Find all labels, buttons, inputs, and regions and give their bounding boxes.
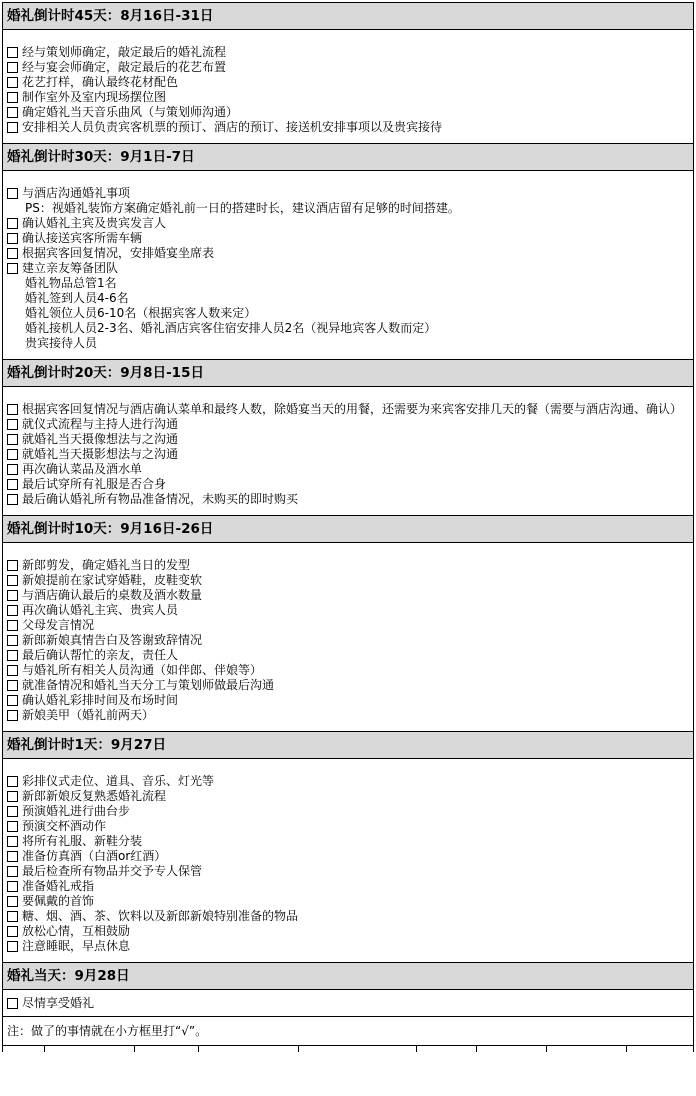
section-body: [3, 990, 693, 1017]
item-text: 根据宾客回复情况与酒店确认菜单和最终人数，除婚宴当天的用餐，还需要为来宾客安排几天的餐（需要与酒店沟通、确认）: [22, 402, 683, 416]
checkbox[interactable]: [7, 47, 18, 58]
item-text: 再次确认菜品及酒水单: [22, 462, 143, 476]
checkbox[interactable]: [7, 650, 18, 661]
checklist-item[interactable]: [7, 231, 693, 246]
checkbox[interactable]: [7, 851, 18, 862]
checkbox[interactable]: [7, 77, 18, 88]
checkbox[interactable]: [7, 695, 18, 706]
checklist-item[interactable]: [7, 939, 693, 954]
section-body: [3, 30, 693, 144]
checklist-item[interactable]: [7, 105, 693, 120]
checklist-item[interactable]: [7, 618, 693, 633]
checklist-item[interactable]: [7, 246, 693, 261]
checklist-item[interactable]: [7, 864, 693, 879]
item-text: 确认婚礼彩排时间及布场时间: [22, 693, 179, 707]
checklist-item[interactable]: [7, 819, 693, 834]
checklist-item[interactable]: [7, 804, 693, 819]
checklist-item[interactable]: [7, 477, 693, 492]
checkbox[interactable]: [7, 248, 18, 259]
checkbox[interactable]: [7, 122, 18, 133]
checklist-item[interactable]: [7, 708, 693, 723]
checkbox[interactable]: [7, 605, 18, 616]
section-title: 婚礼倒计时10天：9月16日-26日: [3, 516, 693, 543]
checkbox[interactable]: [7, 590, 18, 601]
item-text: 糖、烟、酒、茶、饮料以及新郎新娘特别准备的物品: [22, 909, 299, 923]
item-text: 新娘美甲（婚礼前两天）: [22, 708, 155, 722]
checklist-item[interactable]: [7, 834, 693, 849]
item-text: 再次确认婚礼主宾、贵宾人员: [22, 603, 179, 617]
checkbox[interactable]: [7, 560, 18, 571]
checklist-item[interactable]: [7, 447, 693, 462]
checklist-item[interactable]: [7, 432, 693, 447]
checkbox[interactable]: [7, 881, 18, 892]
section-45-days: [3, 3, 693, 144]
item-text: 最后试穿所有礼服是否合身: [22, 477, 167, 491]
checklist-item[interactable]: [7, 75, 693, 90]
section-title: 婚礼倒计时1天：9月27日: [3, 732, 693, 759]
checklist-item[interactable]: [7, 663, 693, 678]
checkbox[interactable]: [7, 911, 18, 922]
checklist-item[interactable]: [7, 849, 693, 864]
checkbox[interactable]: [7, 62, 18, 73]
checklist-item[interactable]: [7, 462, 693, 477]
spreadsheet-grid-row: [3, 1046, 693, 1052]
checkbox[interactable]: [7, 836, 18, 847]
checklist-item[interactable]: [7, 894, 693, 909]
checklist-item[interactable]: [7, 648, 693, 663]
checklist-item[interactable]: [7, 633, 693, 648]
checkbox[interactable]: [7, 263, 18, 274]
item-text: 就婚礼当天摄像想法与之沟通: [22, 432, 179, 446]
item-text: 安排相关人员负责宾客机票的预订、酒店的预订、接送机安排事项以及贵宾接待: [22, 120, 443, 134]
checkbox[interactable]: [7, 680, 18, 691]
grid-cell: [199, 1046, 299, 1052]
item-text: 准备仿真酒（白酒or红酒）: [22, 849, 167, 863]
item-text: 与酒店沟通婚礼事项: [22, 186, 131, 200]
item-text: 根据宾客回复情况，安排婚宴坐席表: [22, 246, 215, 260]
item-text: 新郎剪发，确定婚礼当日的发型: [22, 558, 191, 572]
checkbox[interactable]: [7, 575, 18, 586]
item-text: 父母发言情况: [22, 618, 95, 632]
checklist-item[interactable]: [7, 417, 693, 432]
checklist-item[interactable]: [7, 216, 693, 231]
section-title: 婚礼倒计时45天：8月16日-31日: [3, 3, 693, 30]
item-text: 与婚礼所有相关人员沟通（如伴郎、伴娘等）: [22, 663, 263, 677]
checkbox[interactable]: [7, 926, 18, 937]
checkbox[interactable]: [7, 806, 18, 817]
item-text: 新郎新娘真情告白及答谢致辞情况: [22, 633, 203, 647]
checkbox[interactable]: [7, 941, 18, 952]
item-text: 就准备情况和婚礼当天分工与策划师做最后沟通: [22, 678, 275, 692]
item-text: 就婚礼当天摄影想法与之沟通: [22, 447, 179, 461]
checklist-item[interactable]: [7, 573, 693, 588]
checklist-item[interactable]: [7, 789, 693, 804]
item-text: 要佩戴的首饰: [22, 894, 95, 908]
checklist-item[interactable]: [7, 60, 693, 75]
checkbox[interactable]: [7, 866, 18, 877]
checklist-item[interactable]: [7, 186, 693, 201]
checklist-item[interactable]: [7, 879, 693, 894]
checklist-item[interactable]: [7, 45, 693, 60]
grid-cell: [299, 1046, 417, 1052]
item-text: 经与策划师确定，敲定最后的婚礼流程: [22, 45, 227, 59]
checklist-item[interactable]: [7, 402, 693, 417]
checklist-item[interactable]: [7, 603, 693, 618]
checklist-item[interactable]: [7, 774, 693, 789]
item-text: 确定婚礼当天音乐曲风（与策划师沟通）: [22, 105, 239, 119]
checkbox[interactable]: [7, 896, 18, 907]
checkbox[interactable]: [7, 620, 18, 631]
item-text: 确认婚礼主宾及贵宾发言人: [22, 216, 167, 230]
grid-cell: [477, 1046, 547, 1052]
ps-note: PS：视婚礼装饰方案确定婚礼前一日的搭建时长，建议酒店留有足够的时间搭建。: [25, 201, 460, 215]
item-text: 确认接送宾客所需车辆: [22, 231, 143, 245]
section-title: 婚礼倒计时30天：9月1日-7日: [3, 144, 693, 171]
section-1-day: [3, 732, 693, 963]
item-text: 制作室外及室内现场摆位图: [22, 90, 167, 104]
checkbox[interactable]: [7, 419, 18, 430]
checklist-item[interactable]: [7, 693, 693, 708]
checklist-item[interactable]: [7, 558, 693, 573]
section-title: 婚礼当天：9月28日: [3, 963, 693, 990]
checkbox[interactable]: [7, 92, 18, 103]
item-text: 最后检查所有物品并交予专人保管: [22, 864, 203, 878]
checkbox[interactable]: [7, 464, 18, 475]
team-role: 婚礼物品总管1名: [25, 276, 117, 290]
checkbox[interactable]: [7, 776, 18, 787]
checkbox[interactable]: [7, 434, 18, 445]
checklist-item[interactable]: [7, 120, 693, 135]
checkbox[interactable]: [7, 107, 18, 118]
grid-cell: [3, 1046, 45, 1052]
checkbox[interactable]: [7, 218, 18, 229]
wedding-checklist-sheet: [2, 2, 694, 1052]
checkbox[interactable]: [7, 998, 18, 1009]
checklist-item[interactable]: [7, 678, 693, 693]
section-title: 婚礼倒计时20天：9月8日-15日: [3, 360, 693, 387]
footer-note: 注：做了的事情就在小方框里打“√”。: [3, 1017, 693, 1046]
item-text: 就仪式流程与主持人进行沟通: [22, 417, 179, 431]
checkbox[interactable]: [7, 494, 18, 505]
section-10-days: [3, 516, 693, 732]
section-wedding-day: [3, 963, 693, 1017]
item-text: 预演交杯酒动作: [22, 819, 107, 833]
item-text: 最后确认帮忙的亲友，责任人: [22, 648, 179, 662]
checklist-item[interactable]: [7, 588, 693, 603]
team-role: 婚礼领位人员6-10名（根据宾客人数来定）: [25, 306, 257, 320]
item-text: 尽情享受婚礼: [22, 996, 95, 1010]
checkbox[interactable]: [7, 635, 18, 646]
section-20-days: [3, 360, 693, 516]
checklist-item[interactable]: [7, 996, 693, 1011]
item-text: 与酒店确认最后的桌数及酒水数量: [22, 588, 203, 602]
section-body: [3, 759, 693, 963]
checkbox[interactable]: [7, 791, 18, 802]
team-role: 婚礼签到人员4-6名: [25, 291, 129, 305]
checklist-item[interactable]: [7, 924, 693, 939]
grid-cell: [417, 1046, 477, 1052]
team-role: 贵宾接待人员: [25, 336, 98, 350]
checkbox[interactable]: [7, 188, 18, 199]
item-text: 预演婚礼进行曲台步: [22, 804, 131, 818]
team-role: 婚礼接机人员2-3名、婚礼酒店宾客住宿安排人员2名（视异地宾客人数而定）: [25, 321, 437, 335]
checkbox[interactable]: [7, 821, 18, 832]
item-text: 新娘提前在家试穿婚鞋，皮鞋变软: [22, 573, 203, 587]
checklist-item[interactable]: [7, 492, 693, 507]
section-body: [3, 543, 693, 732]
item-text: 最后确认婚礼所有物品准备情况，未购买的即时购买: [22, 492, 299, 506]
item-text: 经与宴会师确定，敲定最后的花艺布置: [22, 60, 227, 74]
checkbox[interactable]: [7, 479, 18, 490]
item-text: 放松心情，互相鼓励: [22, 924, 131, 938]
section-body: [3, 171, 693, 360]
grid-cell: [45, 1046, 135, 1052]
item-text: 注意睡眠，早点休息: [22, 939, 131, 953]
item-text: 准备婚礼戒指: [22, 879, 95, 893]
section-body: [3, 387, 693, 516]
checklist-item[interactable]: [7, 261, 693, 276]
section-30-days: [3, 144, 693, 360]
item-text: 花艺打样，确认最终花材配色: [22, 75, 179, 89]
checkbox[interactable]: [7, 233, 18, 244]
checkbox[interactable]: [7, 449, 18, 460]
item-text: 将所有礼服、新鞋分装: [22, 834, 143, 848]
item-text: 新郎新娘反复熟悉婚礼流程: [22, 789, 167, 803]
checkbox[interactable]: [7, 710, 18, 721]
checkbox[interactable]: [7, 404, 18, 415]
item-text: 彩排仪式走位、道具、音乐、灯光等: [22, 774, 215, 788]
grid-cell: [135, 1046, 199, 1052]
grid-cell: [547, 1046, 627, 1052]
item-text: 建立亲友筹备团队: [22, 261, 119, 275]
checkbox[interactable]: [7, 665, 18, 676]
checklist-item[interactable]: [7, 90, 693, 105]
checklist-item[interactable]: [7, 909, 693, 924]
